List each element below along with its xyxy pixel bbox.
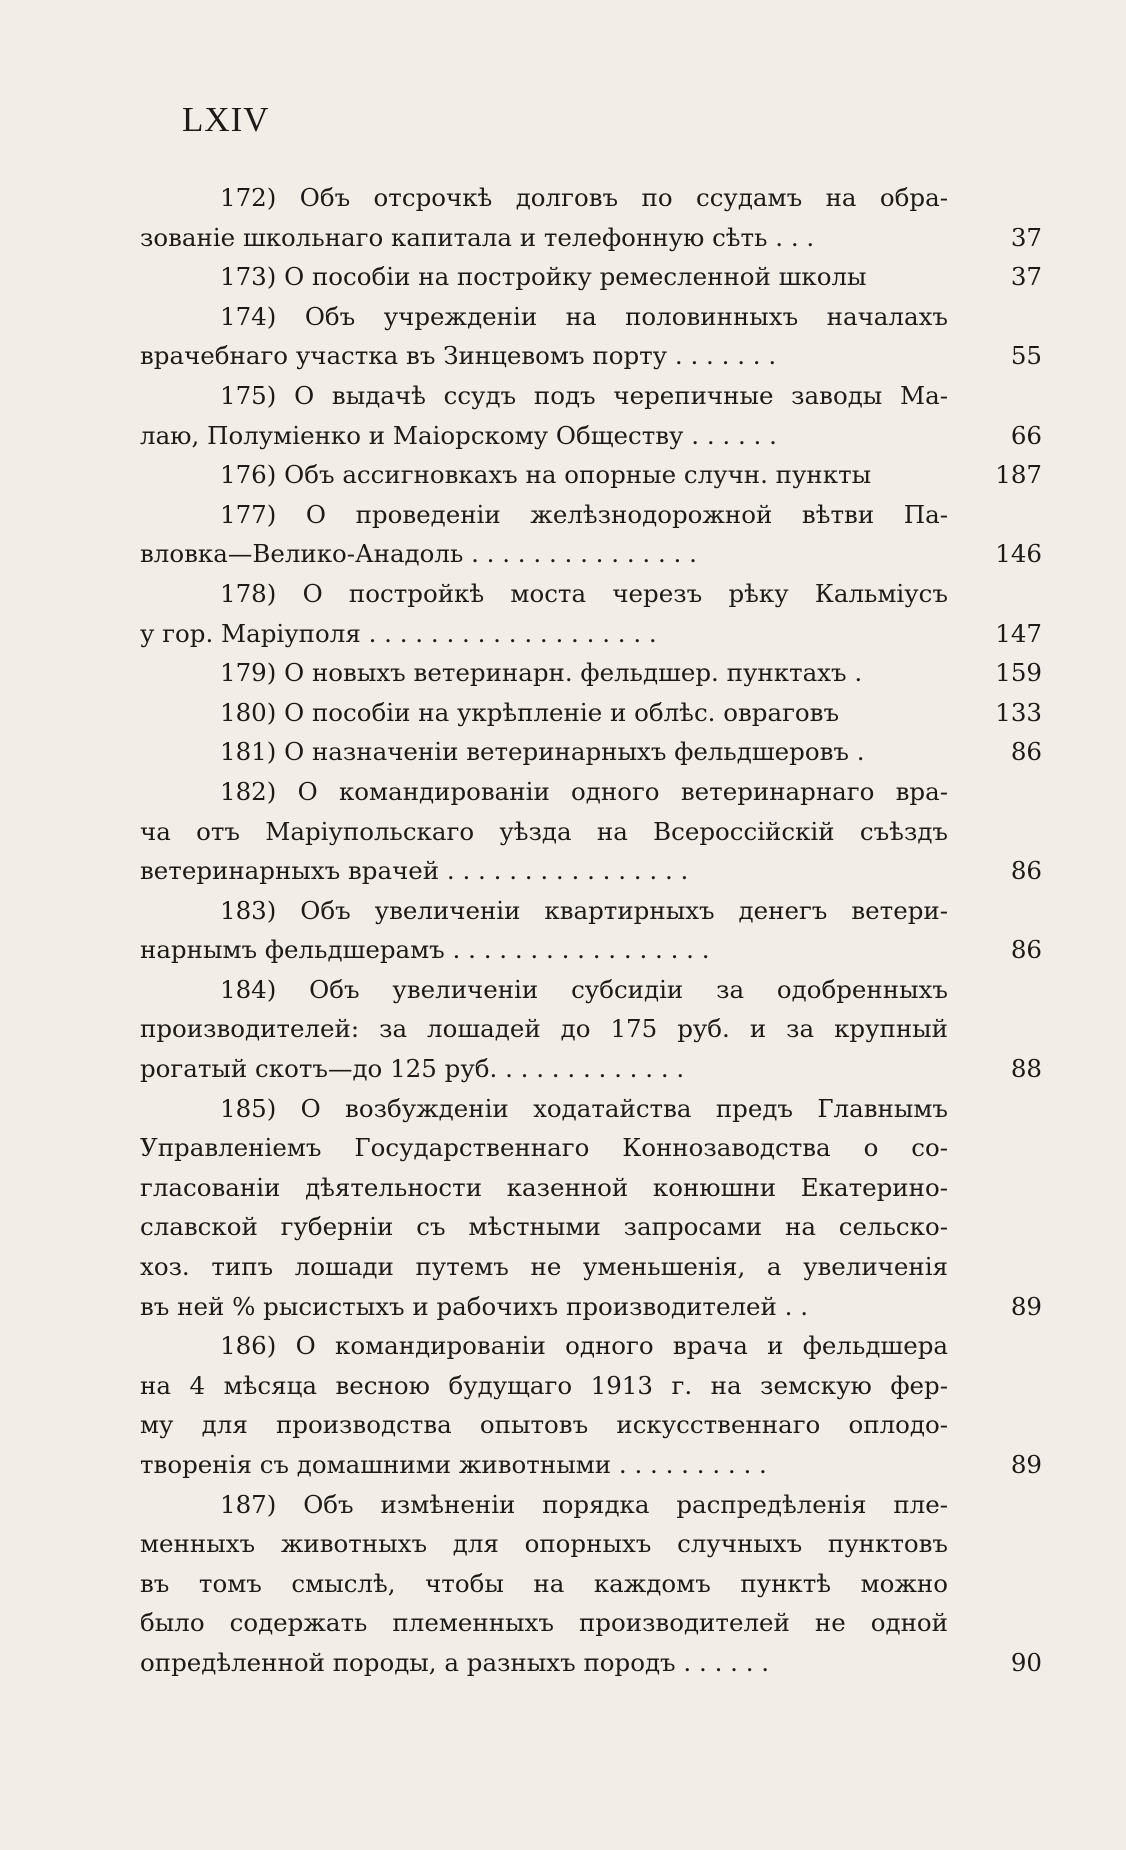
toc-entry-text: было содержать племенныхъ производителей не одной: [140, 1608, 948, 1638]
toc-entry-text: врачебнаго участка въ Зинцевомъ порту . . . . . . .: [140, 341, 777, 371]
toc-page-number: 90: [1010, 1647, 1042, 1677]
toc-entry-text: 181) О назначеніи ветеринарныхъ фельдшеровъ .: [220, 737, 865, 767]
toc-page-number: 86: [1010, 856, 1042, 886]
toc-line: [140, 970, 1090, 1010]
toc-line: [140, 693, 1090, 733]
toc-entry: [140, 772, 1090, 891]
toc-entry-text: хоз. типъ лошади путемъ не уменьшенія, а увеличенія: [140, 1252, 948, 1282]
toc-line: [140, 1405, 1090, 1445]
toc-entry: [140, 732, 1090, 772]
toc-entry: [140, 1089, 1090, 1327]
toc-entry: [140, 1326, 1090, 1484]
toc-line: [140, 1366, 1090, 1406]
toc-entry-text: 174) Объ учрежденіи на половинныхъ началахъ: [220, 301, 948, 331]
toc-entry-text: 183) Объ увеличеніи квартирныхъ денегъ ветери-: [220, 895, 948, 925]
toc-line: [140, 1287, 1090, 1327]
toc-entry-text: 178) О постройкѣ моста черезъ рѣку Кальміусъ: [220, 578, 948, 608]
toc-page-number: 88: [1010, 1054, 1042, 1084]
toc-entry-text: лаю, Полуміенко и Маіорскому Обществу . . . . . .: [140, 420, 777, 450]
toc-line: [140, 772, 1090, 812]
toc-entry-text: опредѣленной породы, а разныхъ породъ . . . . . .: [140, 1647, 770, 1677]
toc-line: [140, 614, 1090, 654]
toc-entry: [140, 178, 1090, 257]
toc-line: [140, 455, 1090, 495]
toc-entry-text: 185) О возбужденіи ходатайства предъ Главнымъ: [220, 1093, 948, 1123]
toc-line: [140, 1564, 1090, 1604]
toc-line: [140, 534, 1090, 574]
toc-entry-text: производителей: за лошадей до 175 руб. и за крупный: [140, 1014, 948, 1044]
toc-line: [140, 178, 1090, 218]
toc-entry-text: славской губерніи съ мѣстными запросами на сельско-: [140, 1212, 948, 1242]
toc-line: [140, 851, 1090, 891]
toc-entry-text: нарнымъ фельдшерамъ . . . . . . . . . . . . . . . . .: [140, 935, 710, 965]
toc-entry-text: 177) О проведеніи желѣзнодорожной вѣтви Па-: [220, 499, 948, 529]
toc-entry-text: 182) О командированіи одного ветеринарнаго вра-: [220, 776, 948, 806]
toc-entry: [140, 891, 1090, 970]
toc-entry: [140, 376, 1090, 455]
toc-page-number: 187: [995, 460, 1042, 490]
toc-line: [140, 1128, 1090, 1168]
toc-line: [140, 257, 1090, 297]
toc-line: [140, 1326, 1090, 1366]
toc-entry: [140, 653, 1090, 693]
toc-page-number: 146: [995, 539, 1042, 569]
toc-line: [140, 1049, 1090, 1089]
toc-page-number: 37: [1010, 222, 1042, 252]
toc-entry-text: 187) Объ измѣненіи порядка распредѣленія пле-: [220, 1489, 948, 1519]
toc-line: [140, 574, 1090, 614]
toc-line: [140, 1247, 1090, 1287]
toc-entry-text: на 4 мѣсяца весною будущаго 1913 г. на земскую фер-: [140, 1370, 948, 1400]
page-folio: LXIV: [182, 100, 270, 139]
toc-line: [140, 1089, 1090, 1129]
toc-page-number: 86: [1010, 737, 1042, 767]
toc-entry-text: ветеринарныхъ врачей . . . . . . . . . . . . . . . .: [140, 856, 689, 886]
toc-line: [140, 1445, 1090, 1485]
toc-entry-text: творенія съ домашними животными . . . . . . . . . .: [140, 1450, 767, 1479]
toc-entry-text: менныхъ животныхъ для опорныхъ случныхъ пунктовъ: [140, 1529, 948, 1559]
toc-page-number: 86: [1010, 935, 1042, 965]
toc-entry-text: рогатый скотъ—до 125 руб. . . . . . . . . . . . .: [140, 1054, 685, 1084]
toc-entry-text: 173) О пособіи на постройку ремесленной школы: [220, 262, 867, 292]
toc-entry-text: зованіе школьнаго капитала и телефонную сѣть . . .: [140, 222, 815, 252]
toc-line: [140, 297, 1090, 337]
toc-entry-text: 172) Объ отсрочкѣ долговъ по ссудамъ на обра-: [220, 183, 948, 212]
toc-entry: [140, 970, 1090, 1089]
toc-line: [140, 1524, 1090, 1564]
toc-line: [140, 891, 1090, 931]
toc-entry-text: Управленіемъ Государственнаго Коннозаводства о со-: [140, 1133, 948, 1163]
toc-entry-text: 179) О новыхъ ветеринарн. фельдшер. пунктахъ .: [220, 658, 863, 688]
toc-entry-text: вловка—Велико-Анадоль . . . . . . . . . . . . . . .: [140, 539, 697, 569]
toc-line: [140, 1009, 1090, 1049]
toc-line: [140, 336, 1090, 376]
toc-line: [140, 812, 1090, 852]
toc-line: [140, 1207, 1090, 1247]
toc-entry-text: 180) О пособіи на укрѣпленіе и облѣс. овраговъ: [220, 697, 840, 727]
toc-entry: [140, 495, 1090, 574]
toc-entry-text: у гор. Маріуполя . . . . . . . . . . . . . . . . . . .: [140, 618, 657, 648]
toc-line: [140, 416, 1090, 456]
toc-entry-text: 186) О командированіи одного врача и фельдшера: [220, 1331, 948, 1361]
toc-line: [140, 653, 1090, 693]
toc-line: [140, 218, 1090, 258]
toc-page-number: 89: [1010, 1291, 1042, 1321]
toc-line: [140, 1643, 1090, 1683]
toc-entry-text: 176) Объ ассигновкахъ на опорные случн. пункты: [220, 460, 872, 490]
toc-entry: [140, 455, 1090, 495]
toc-entry-text: въ томъ смыслѣ, чтобы на каждомъ пунктѣ можно: [140, 1568, 948, 1598]
toc-entry-text: въ ней % рысистыхъ и рабочихъ производителей . .: [140, 1291, 809, 1321]
toc-entry-text: ча отъ Маріупольскаго уѣзда на Всероссійскій съѣздъ: [140, 816, 948, 846]
toc-line: [140, 1168, 1090, 1208]
toc-entry-text: 175) О выдачѣ ссудъ подъ черепичные заводы Ма-: [220, 380, 948, 410]
toc-page-number: 55: [1010, 341, 1042, 371]
toc-line: [140, 1485, 1090, 1525]
toc-page-number: 89: [1010, 1450, 1042, 1479]
toc-entry: [140, 574, 1090, 653]
toc-line: [140, 930, 1090, 970]
toc-entry-text: гласованіи дѣятельности казенной конюшни Екатерино-: [140, 1172, 948, 1202]
toc-page-number: 159: [995, 658, 1042, 688]
toc-line: [140, 495, 1090, 535]
toc-line: [140, 1603, 1090, 1643]
toc-line: [140, 376, 1090, 416]
toc-page-number: 37: [1010, 262, 1042, 292]
toc-page-number: 147: [995, 618, 1042, 648]
toc-entry: [140, 693, 1090, 733]
toc-entry-text: му для производства опытовъ искусственнаго оплодо-: [140, 1410, 948, 1440]
toc-entry: [140, 297, 1090, 376]
toc-page-number: 133: [995, 697, 1042, 727]
toc-line: [140, 732, 1090, 772]
toc-entry: [140, 1485, 1090, 1683]
toc-entry-text: 184) Объ увеличеніи субсидіи за одобренныхъ: [220, 974, 948, 1004]
toc-page-number: 66: [1010, 420, 1042, 450]
table-of-contents: [140, 178, 1090, 1683]
toc-entry: [140, 257, 1090, 297]
